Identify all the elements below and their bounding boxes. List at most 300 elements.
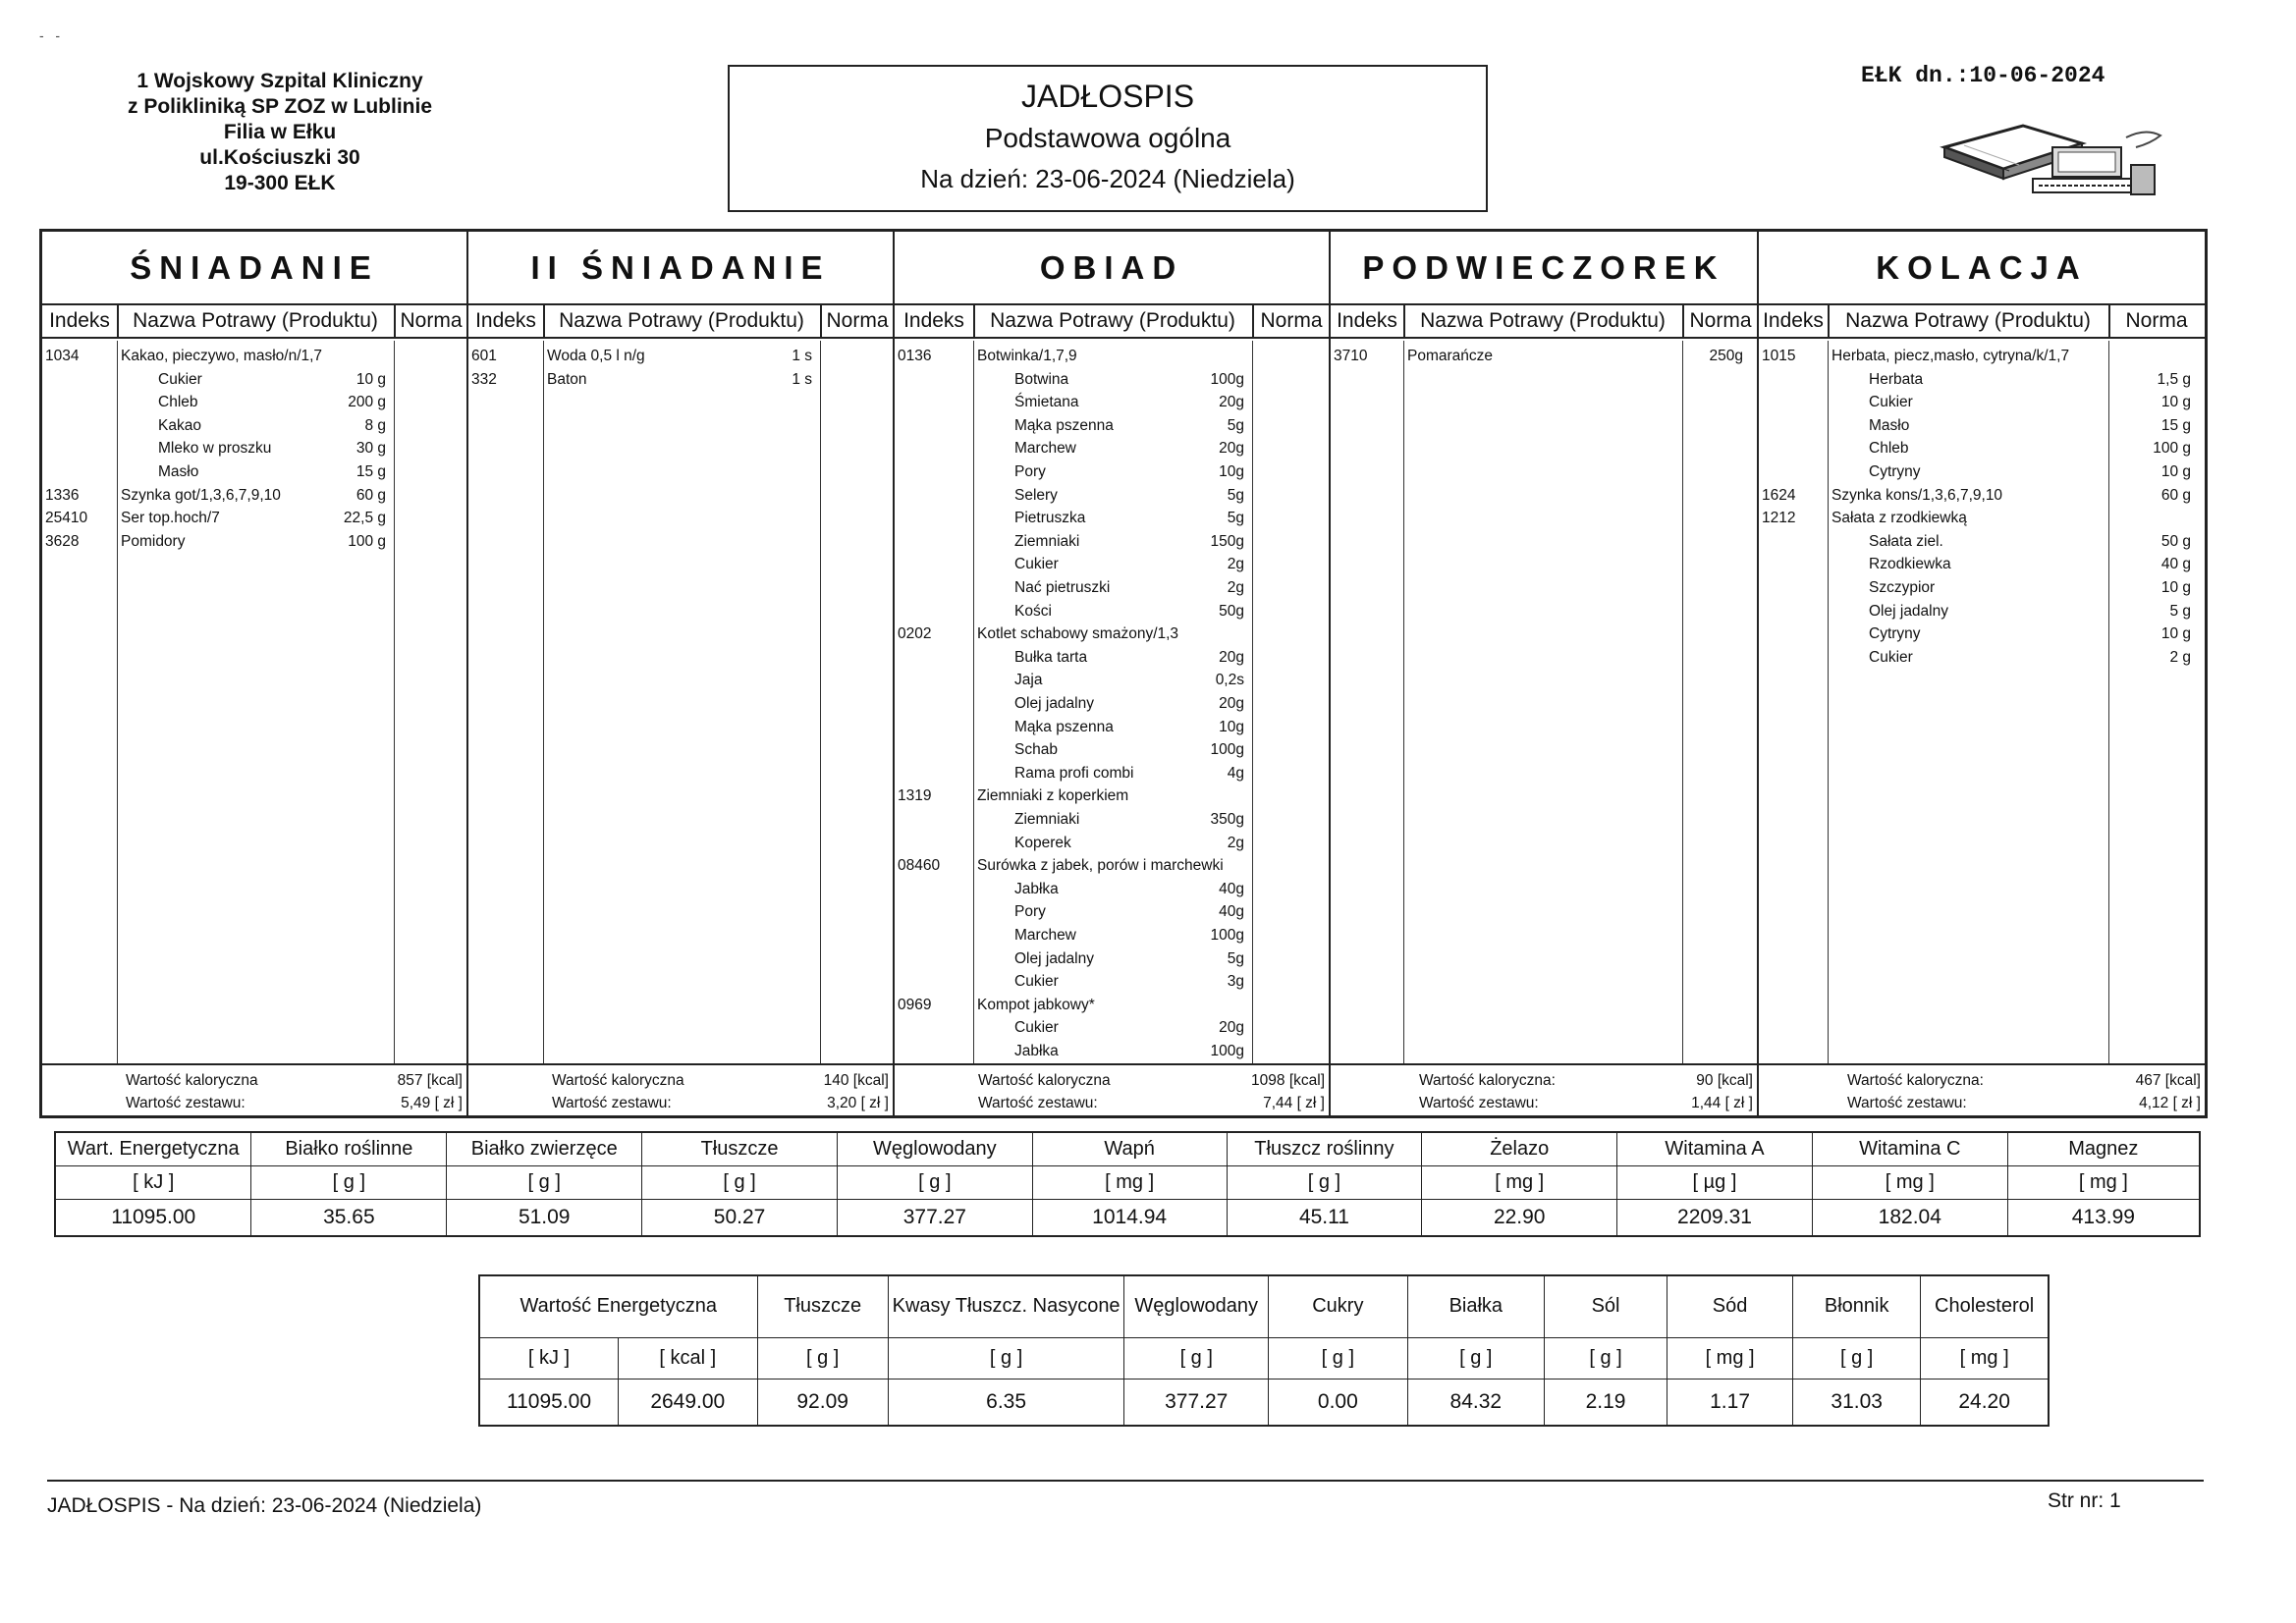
- nutrition-table-1: [54, 1131, 2201, 1237]
- nazwa-header: Nazwa Potrawy (Produktu): [1420, 309, 1666, 332]
- meal-column: [1331, 232, 1759, 1115]
- menu-item-row: [42, 530, 466, 554]
- nutrition1-header-row: [55, 1132, 2200, 1165]
- item-index: 1624: [1762, 486, 1796, 504]
- norma-header: Norma: [1689, 309, 1752, 332]
- item-norma: 60 g: [2160, 486, 2191, 504]
- item-norma: 10 g: [355, 370, 386, 388]
- menu-item-row: [895, 622, 1329, 646]
- norma-header: Norma: [400, 309, 463, 332]
- item-name: Marchew: [1014, 927, 1076, 944]
- menu-item-row: [895, 994, 1329, 1017]
- nutrition2-header: Białka: [1407, 1275, 1544, 1337]
- item-norma: 5 g: [2169, 602, 2191, 620]
- nutrition1-value: 51.09: [447, 1199, 642, 1236]
- item-norma: 1,5 g: [2157, 370, 2191, 388]
- hospital-line: 1 Wojskowy Szpital Kliniczny: [137, 70, 423, 92]
- item-name: Chleb: [158, 394, 198, 411]
- item-index: 0969: [898, 996, 932, 1013]
- nutrition1-header: Magnez: [2007, 1132, 2200, 1165]
- menu-item-row: [895, 600, 1329, 623]
- nutrition2-unit: [ g ]: [1793, 1337, 1921, 1379]
- item-name: Schab: [1014, 741, 1058, 759]
- nutrition1-header: Żelazo: [1422, 1132, 1617, 1165]
- menu-item-row: [895, 484, 1329, 508]
- title-box: [728, 65, 1488, 212]
- item-name: Olej jadalny: [1014, 949, 1094, 967]
- item-name: Kakao: [158, 416, 201, 434]
- header-divider: [543, 305, 545, 337]
- meal-summary: [1759, 1067, 2205, 1118]
- book-computer-logo-icon: [1935, 108, 2170, 211]
- item-index: 1015: [1762, 348, 1796, 364]
- nutrition2-value: 84.32: [1407, 1379, 1544, 1426]
- nutrition2-header: Sól: [1545, 1275, 1667, 1337]
- item-norma: 10g: [1219, 718, 1244, 735]
- meal-column: [1759, 232, 2205, 1115]
- nutrition1-unit: [ mg ]: [1422, 1165, 1617, 1199]
- norma-header: Norma: [1260, 309, 1323, 332]
- item-norma: 2g: [1227, 579, 1244, 596]
- nutrition1-header: Białko zwierzęce: [447, 1132, 642, 1165]
- item-norma: 20g: [1219, 648, 1244, 666]
- item-name: Kości: [1014, 602, 1052, 620]
- item-index: 0202: [898, 625, 932, 643]
- hospital-line: ul.Kościuszki 30: [199, 146, 360, 169]
- meal-title: II ŚNIADANIE: [468, 232, 893, 305]
- item-norma: 100 g: [348, 532, 386, 550]
- nutrition1-value: 45.11: [1227, 1199, 1422, 1236]
- item-name: Pomarańcze: [1407, 348, 1494, 364]
- nutrition1-header: Białko roślinne: [251, 1132, 447, 1165]
- nutrition1-value: 11095.00: [55, 1199, 251, 1236]
- menu-item-row: [1759, 437, 2205, 460]
- meal-title: OBIAD: [895, 232, 1329, 305]
- indeks-header: Indeks: [475, 309, 536, 332]
- item-name: Ziemniaki z koperkiem: [977, 787, 1129, 805]
- item-norma: 40g: [1219, 903, 1244, 921]
- menu-item-row: [1759, 414, 2205, 438]
- header-divider: [2108, 305, 2110, 337]
- nutrition1-unit: [ g ]: [642, 1165, 838, 1199]
- item-norma: 60 g: [355, 486, 386, 504]
- menu-item-row: [895, 345, 1329, 368]
- nutrition2-header-row: [479, 1275, 2049, 1337]
- diet-name: Podstawowa ogólna: [984, 123, 1231, 153]
- kcal-label: Wartość kaloryczna: [126, 1072, 258, 1089]
- meal-column: [42, 232, 468, 1115]
- item-norma: 8 g: [364, 416, 386, 434]
- nutrition1-unit: [ g ]: [251, 1165, 447, 1199]
- cost-label: Wartość zestawu:: [1847, 1095, 1967, 1111]
- item-name: Szynka got/1,3,6,7,9,10: [121, 486, 281, 504]
- item-name: Herbata: [1869, 370, 1924, 388]
- column-headers: [42, 305, 466, 339]
- menu-item-row: [895, 1040, 1329, 1063]
- item-name: Rzodkiewka: [1869, 556, 1951, 573]
- nutrition-table-2: [478, 1274, 2050, 1427]
- hospital-line: z Polikliniką SP ZOZ w Lublinie: [128, 95, 432, 118]
- item-norma: 0,2s: [1215, 672, 1244, 689]
- item-index: 1212: [1762, 510, 1796, 527]
- item-name: Olej jadalny: [1014, 695, 1094, 712]
- nutrition2-header: Cholesterol: [1921, 1275, 2049, 1337]
- menu-item-row: [895, 507, 1329, 530]
- item-name: Cukier: [1869, 394, 1913, 411]
- item-norma: 100g: [1210, 1043, 1244, 1059]
- nutrition1-unit: [ mg ]: [1032, 1165, 1227, 1199]
- item-norma: 10 g: [2160, 463, 2191, 480]
- item-name: Masło: [1869, 416, 1910, 434]
- item-norma: 10 g: [2160, 394, 2191, 411]
- nutrition2-value: 1.17: [1667, 1379, 1793, 1426]
- nutrition2-value: 24.20: [1921, 1379, 2049, 1426]
- item-name: Ser top.hoch/7: [121, 510, 220, 527]
- nutrition1-header: Węglowodany: [837, 1132, 1032, 1165]
- header-divider: [1682, 305, 1684, 337]
- nazwa-header: Nazwa Potrawy (Produktu): [1845, 309, 2091, 332]
- cost-value: 4,12 [ zł ]: [2139, 1095, 2201, 1111]
- meal-items: [1759, 341, 2205, 1065]
- nutrition1-header: Wart. Energetyczna: [55, 1132, 251, 1165]
- nutrition2-value-row: [479, 1379, 2049, 1426]
- page-number: Str nr: 1: [2048, 1489, 2121, 1512]
- item-norma: 5g: [1227, 416, 1244, 434]
- nutrition2-value: 92.09: [757, 1379, 888, 1426]
- item-index: 1336: [45, 486, 80, 504]
- indeks-header: Indeks: [49, 309, 110, 332]
- item-norma: 20g: [1219, 440, 1244, 458]
- menu-item-row: [895, 368, 1329, 392]
- nutrition2-value: 6.35: [888, 1379, 1124, 1426]
- meal-title: PODWIECZOREK: [1331, 232, 1757, 305]
- menu-date: Na dzień: 23-06-2024 (Niedziela): [920, 164, 1295, 193]
- item-name: Botwinka/1,7,9: [977, 348, 1077, 364]
- meal-title: ŚNIADANIE: [42, 232, 466, 305]
- item-norma: 30 g: [355, 440, 386, 458]
- item-index: 25410: [45, 510, 88, 527]
- item-name: Kotlet schabowy smażony/1,3: [977, 625, 1179, 643]
- menu-item-row: [895, 970, 1329, 994]
- kcal-value: 857 [kcal]: [397, 1072, 463, 1089]
- item-norma: 15 g: [355, 463, 386, 480]
- hospital-line: Filia w Ełku: [223, 121, 337, 143]
- column-headers: [1759, 305, 2205, 339]
- item-norma: 100g: [1210, 370, 1244, 388]
- nutrition1-header: Wapń: [1032, 1132, 1227, 1165]
- item-norma: 350g: [1210, 811, 1244, 828]
- kcal-label: Wartość kaloryczna: [978, 1072, 1111, 1089]
- item-name: Śmietana: [1014, 394, 1079, 411]
- item-name: Szczypior: [1869, 579, 1936, 596]
- nutrition1-unit: [ mg ]: [1812, 1165, 2007, 1199]
- item-name: Cukier: [1869, 648, 1913, 666]
- menu-item-row: [1759, 646, 2205, 670]
- nutrition2-header: Błonnik: [1793, 1275, 1921, 1337]
- item-index: 1319: [898, 787, 932, 805]
- column-headers: [1331, 305, 1757, 339]
- item-norma: 100g: [1210, 741, 1244, 759]
- nutrition2-value: 31.03: [1793, 1379, 1921, 1426]
- menu-item-row: [895, 878, 1329, 901]
- item-norma: 22,5 g: [343, 510, 386, 527]
- item-index: 332: [471, 370, 497, 388]
- item-name: Jabłka: [1014, 1043, 1059, 1059]
- item-norma: 20g: [1219, 1019, 1244, 1037]
- hospital-address: [83, 69, 476, 196]
- nutrition1-unit: [ g ]: [837, 1165, 1032, 1199]
- item-index: 3710: [1334, 348, 1368, 364]
- item-norma: 1 s: [792, 348, 812, 364]
- menu-item-row: [42, 345, 466, 368]
- item-name: Baton: [547, 370, 587, 388]
- menu-item-row: [1331, 345, 1757, 368]
- item-norma: 2g: [1227, 834, 1244, 851]
- scan-specks: - -: [39, 27, 60, 43]
- menu-item-row: [1759, 530, 2205, 554]
- item-norma: 5g: [1227, 949, 1244, 967]
- item-norma: 40 g: [2160, 556, 2191, 573]
- norma-header: Norma: [2125, 309, 2188, 332]
- menu-item-row: [895, 832, 1329, 855]
- item-norma: 1 s: [792, 370, 812, 388]
- nutrition2-value: 11095.00: [479, 1379, 619, 1426]
- nutrition1-unit: [ g ]: [1227, 1165, 1422, 1199]
- cost-value: 5,49 [ zł ]: [401, 1095, 463, 1111]
- header-divider: [394, 305, 396, 337]
- nutrition2-unit: [ kcal ]: [619, 1337, 758, 1379]
- menu-item-row: [1759, 553, 2205, 576]
- item-name: Kompot jabkowy*: [977, 996, 1095, 1013]
- meal-summary: [42, 1067, 466, 1118]
- nutrition1-unit: [ µg ]: [1617, 1165, 1813, 1199]
- menu-item-row: [895, 738, 1329, 762]
- norma-header: Norma: [826, 309, 889, 332]
- nutrition1-value-row: [55, 1199, 2200, 1236]
- nutrition2-unit: [ g ]: [1124, 1337, 1269, 1379]
- menu-item-row: [42, 507, 466, 530]
- menu-item-row: [895, 808, 1329, 832]
- menu-item-row: [1759, 622, 2205, 646]
- menu-item-row: [1759, 484, 2205, 508]
- nutrition2-header: Węglowodany: [1124, 1275, 1269, 1337]
- column-divider: [1682, 341, 1683, 1063]
- nutrition1-header: Witamina A: [1617, 1132, 1813, 1165]
- nutrition1-unit: [ mg ]: [2007, 1165, 2200, 1199]
- menu-item-row: [895, 437, 1329, 460]
- header-divider: [1403, 305, 1405, 337]
- column-headers: [895, 305, 1329, 339]
- cost-label: Wartość zestawu:: [552, 1095, 672, 1111]
- nutrition2-unit: [ g ]: [1407, 1337, 1544, 1379]
- menu-item-row: [895, 646, 1329, 670]
- item-index: 08460: [898, 857, 941, 875]
- cost-label: Wartość zestawu:: [978, 1095, 1098, 1111]
- kcal-label: Wartość kaloryczna:: [1847, 1072, 1984, 1089]
- nazwa-header: Nazwa Potrawy (Produktu): [990, 309, 1235, 332]
- item-norma: 20g: [1219, 695, 1244, 712]
- item-norma: 4g: [1227, 764, 1244, 782]
- item-name: Sałata z rzodkiewką: [1831, 510, 1967, 527]
- menu-item-row: [1759, 460, 2205, 484]
- item-norma: 50 g: [2160, 532, 2191, 550]
- indeks-header: Indeks: [1763, 309, 1824, 332]
- hospital-line: 19-300 EŁK: [224, 172, 336, 194]
- menu-item-row: [42, 368, 466, 392]
- menu-item-row: [895, 669, 1329, 692]
- nutrition2-unit: [ g ]: [1545, 1337, 1667, 1379]
- nutrition1-value: 50.27: [642, 1199, 838, 1236]
- item-norma: 10 g: [2160, 625, 2191, 643]
- item-name: Cukier: [1014, 556, 1059, 573]
- footer-title: JADŁOSPIS - Na dzień: 23-06-2024 (Niedziela): [47, 1494, 482, 1517]
- item-name: Cytryny: [1869, 625, 1921, 643]
- cost-value: 3,20 [ zł ]: [827, 1095, 889, 1111]
- menu-item-row: [468, 368, 893, 392]
- item-name: Cytryny: [1869, 463, 1921, 480]
- item-index: 0136: [898, 348, 932, 364]
- nutrition2-value: 2649.00: [619, 1379, 758, 1426]
- place-date: EŁK dn.:10-06-2024: [1861, 63, 2105, 88]
- item-name: Jabłka: [1014, 880, 1059, 897]
- nutrition2-unit: [ kJ ]: [479, 1337, 619, 1379]
- meal-items: [1331, 341, 1757, 1065]
- kcal-value: 467 [kcal]: [2135, 1072, 2201, 1089]
- item-name: Botwina: [1014, 370, 1069, 388]
- menu-item-row: [895, 854, 1329, 878]
- item-index: 1034: [45, 348, 80, 364]
- item-norma: 250g: [1709, 348, 1743, 364]
- nutrition2-header: Sód: [1667, 1275, 1793, 1337]
- header-divider: [1828, 305, 1830, 337]
- item-name: Ziemniaki: [1014, 811, 1080, 828]
- item-name: Mąka pszenna: [1014, 416, 1114, 434]
- meal-column: [895, 232, 1331, 1115]
- menu-item-row: [895, 692, 1329, 716]
- item-norma: 5g: [1227, 486, 1244, 504]
- item-name: Woda 0,5 l n/g: [547, 348, 645, 364]
- menu-item-row: [1759, 345, 2205, 368]
- column-divider: [543, 341, 544, 1063]
- item-norma: 20g: [1219, 394, 1244, 411]
- menu-item-row: [42, 414, 466, 438]
- nutrition2-header: Cukry: [1269, 1275, 1408, 1337]
- menu-item-row: [468, 345, 893, 368]
- menu-item-row: [895, 1016, 1329, 1040]
- meal-items: [895, 341, 1329, 1065]
- item-index: 3628: [45, 532, 80, 550]
- item-name: Cukier: [1014, 973, 1059, 991]
- item-name: Sałata ziel.: [1869, 532, 1943, 550]
- item-norma: 10g: [1219, 463, 1244, 480]
- footer-divider: [47, 1480, 2204, 1482]
- item-name: Selery: [1014, 486, 1058, 504]
- item-name: Surówka z jabek, porów i marchewki: [977, 857, 1224, 875]
- indeks-header: Indeks: [903, 309, 964, 332]
- item-norma: 2 g: [2169, 648, 2191, 666]
- column-divider: [820, 341, 821, 1063]
- header-divider: [1252, 305, 1254, 337]
- nutrition1-value: 182.04: [1812, 1199, 2007, 1236]
- nutrition2-unit: [ g ]: [1269, 1337, 1408, 1379]
- item-norma: 15 g: [2160, 416, 2191, 434]
- cost-value: 1,44 [ zł ]: [1691, 1095, 1753, 1111]
- nutrition1-value: 35.65: [251, 1199, 447, 1236]
- header-divider: [117, 305, 119, 337]
- nutrition1-header: Witamina C: [1812, 1132, 2007, 1165]
- nazwa-header: Nazwa Potrawy (Produktu): [133, 309, 378, 332]
- nutrition2-unit: [ mg ]: [1667, 1337, 1793, 1379]
- menu-item-row: [895, 460, 1329, 484]
- menu-item-row: [895, 716, 1329, 739]
- item-name: Olej jadalny: [1869, 602, 1948, 620]
- menu-item-row: [895, 784, 1329, 808]
- item-name: Cukier: [1014, 1019, 1059, 1037]
- item-name: Mąka pszenna: [1014, 718, 1114, 735]
- menu-item-row: [42, 391, 466, 414]
- menu-item-row: [895, 924, 1329, 947]
- meal-summary: [468, 1067, 893, 1118]
- item-name: Ziemniaki: [1014, 532, 1080, 550]
- kcal-value: 90 [kcal]: [1696, 1072, 1753, 1089]
- nutrition2-unit: [ mg ]: [1921, 1337, 2049, 1379]
- menu-item-row: [895, 576, 1329, 600]
- item-name: Pory: [1014, 463, 1046, 480]
- item-name: Pomidory: [121, 532, 186, 550]
- header-divider: [820, 305, 822, 337]
- item-name: Herbata, piecz,masło, cytryna/k/1,7: [1831, 348, 2070, 364]
- meal-summary: [1331, 1067, 1757, 1118]
- nazwa-header: Nazwa Potrawy (Produktu): [559, 309, 804, 332]
- menu-item-row: [1759, 507, 2205, 530]
- item-name: Koperek: [1014, 834, 1071, 851]
- item-name: Masło: [158, 463, 199, 480]
- item-norma: 100 g: [2153, 440, 2191, 458]
- nutrition1-value: 413.99: [2007, 1199, 2200, 1236]
- meal-items: [468, 341, 893, 1065]
- nutrition1-header: Tłuszcz roślinny: [1227, 1132, 1422, 1165]
- nutrition2-value: 2.19: [1545, 1379, 1667, 1426]
- item-name: Kakao, pieczywo, masło/n/1,7: [121, 348, 323, 364]
- item-norma: 100g: [1210, 927, 1244, 944]
- menu-item-row: [895, 947, 1329, 971]
- menu-item-row: [895, 762, 1329, 785]
- header-divider: [973, 305, 975, 337]
- meal-column: [468, 232, 895, 1115]
- nutrition2-unit-row: [479, 1337, 2049, 1379]
- nutrition2-value: 377.27: [1124, 1379, 1269, 1426]
- cost-label: Wartość zestawu:: [1419, 1095, 1539, 1111]
- nutrition2-value: 0.00: [1269, 1379, 1408, 1426]
- cost-label: Wartość zestawu:: [126, 1095, 246, 1111]
- menu-item-row: [895, 414, 1329, 438]
- nutrition1-header: Tłuszcze: [642, 1132, 838, 1165]
- item-norma: 5g: [1227, 510, 1244, 527]
- item-name: Rama profi combi: [1014, 764, 1134, 782]
- menu-item-row: [1759, 391, 2205, 414]
- nutrition2-header: Wartość Energetyczna: [479, 1275, 757, 1337]
- item-norma: 3g: [1227, 973, 1244, 991]
- item-name: Marchew: [1014, 440, 1076, 458]
- menu-grid: [39, 229, 2208, 1118]
- menu-item-row: [1759, 368, 2205, 392]
- nutrition1-value: 377.27: [837, 1199, 1032, 1236]
- meal-items: [42, 341, 466, 1065]
- menu-item-row: [895, 900, 1329, 924]
- meal-summary: [895, 1067, 1329, 1118]
- nutrition2-unit: [ g ]: [888, 1337, 1124, 1379]
- item-name: Jaja: [1014, 672, 1043, 689]
